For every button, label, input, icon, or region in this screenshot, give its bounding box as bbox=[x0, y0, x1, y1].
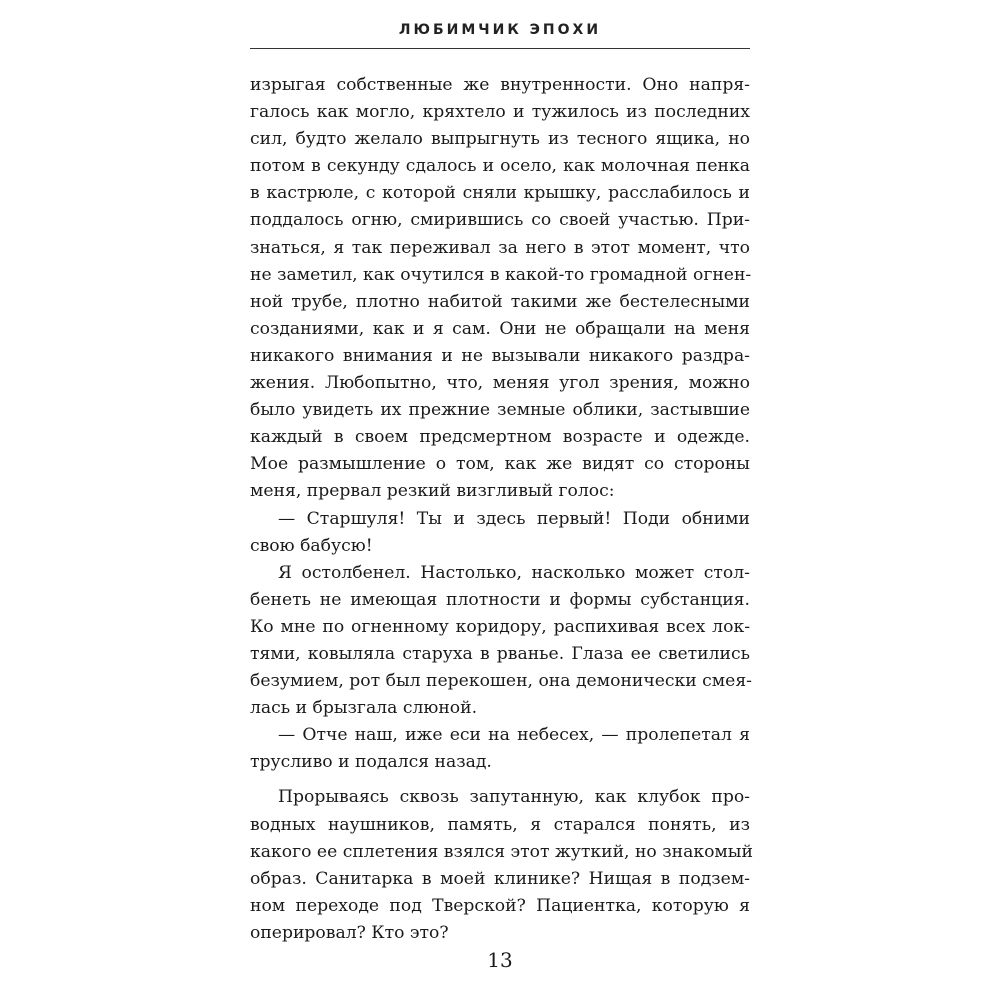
text-line: галось как могло, кряхтело и тужилось из последних bbox=[250, 102, 750, 123]
paragraph bbox=[250, 722, 750, 776]
text-line: не заметил, как очутился в какой-то громадной огнен- bbox=[250, 264, 752, 285]
text-line: какого ее сплетения взялся этот жуткий, но знакомый bbox=[250, 841, 753, 862]
text-line: сил, будто желало выпрыгнуть из тесного ящика, но bbox=[250, 129, 750, 150]
text-line: — Старшуля! Ты и здесь первый! Поди обними bbox=[278, 508, 750, 529]
paragraph bbox=[250, 72, 750, 506]
text-line: меня, прервал резкий визгливый голос: bbox=[250, 481, 615, 502]
running-head: ЛЮБИМЧИК ЭПОХИ bbox=[398, 22, 602, 38]
text-line: знаться, я так переживал за него в этот момент, что bbox=[250, 237, 750, 258]
text-line: ном переходе под Тверской? Пациентка, которую я bbox=[250, 895, 750, 916]
text-line: Я остолбенел. Настолько, насколько может стол- bbox=[278, 562, 750, 583]
text-line: свою бабусю! bbox=[250, 535, 373, 556]
header-rule bbox=[250, 48, 750, 49]
text-line: поддалось огню, смирившись со своей участью. При- bbox=[250, 210, 750, 231]
text-line: — Отче наш, иже еси на небесех, — пролепетал я bbox=[278, 725, 750, 746]
text-line: было увидеть их прежние земные облики, застывшие bbox=[250, 400, 750, 421]
text-line: в кастрюле, с которой сняли крышку, расслабилось и bbox=[250, 183, 750, 204]
paragraph bbox=[250, 784, 753, 947]
text-line: Ко мне по огненному коридору, распихивая всех лок- bbox=[250, 616, 750, 637]
text-line: образ. Санитарка в моей клинике? Нищая в подзем- bbox=[250, 868, 750, 889]
paragraph bbox=[250, 506, 750, 560]
text-line: Мое размышление о том, как же видят со стороны bbox=[250, 454, 750, 475]
text-line: лась и брызгала слюной. bbox=[250, 698, 478, 719]
text-line: изрыгая собственные же внутренности. Оно напря- bbox=[250, 75, 750, 95]
text-line: безумием, рот был перекошен, она демонически смея- bbox=[250, 671, 752, 692]
text-line: ной трубе, плотно набитой такими же бестелесными bbox=[250, 291, 750, 312]
text-line: водных наушников, память, я старался понять, из bbox=[250, 814, 750, 835]
text-line: потом в секунду сдалось и осело, как молочная пенка bbox=[250, 156, 750, 177]
text-line: каждый в своем предсмертном возрасте и одежде. bbox=[250, 427, 750, 448]
text-line: тями, ковыляла старуха в рванье. Глаза ее светились bbox=[250, 643, 750, 664]
text-line: бенеть не имеющая плотности и формы субстанция. bbox=[250, 589, 750, 610]
body-text bbox=[250, 72, 753, 947]
text-line: никакого внимания и не вызывали никакого раздра- bbox=[250, 345, 750, 366]
text-line: жения. Любопытно, что, меняя угол зрения, можно bbox=[250, 373, 750, 394]
text-line: оперировал? Кто это? bbox=[250, 922, 449, 943]
text-line: трусливо и подался назад. bbox=[250, 752, 492, 773]
text-line: созданиями, как и я сам. Они не обращали на меня bbox=[250, 318, 750, 339]
page-number: 13 bbox=[487, 948, 513, 972]
text-line: Прорываясь сквозь запутанную, как клубок про- bbox=[278, 787, 750, 808]
paragraph bbox=[250, 560, 750, 723]
paragraph-gap bbox=[250, 776, 750, 784]
